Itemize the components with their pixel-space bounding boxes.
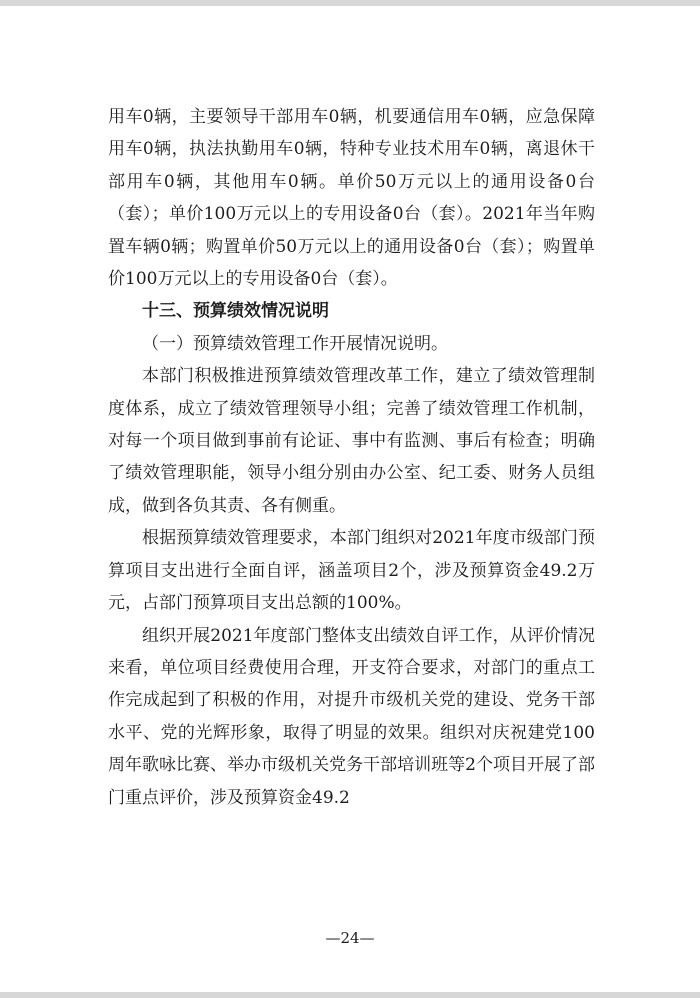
paragraph-management-system: 本部门积极推进预算绩效管理改革工作，建立了绩效管理制度体系，成立了绩效管理领导小组；完善了绩效管理工作机制，对每一个项目做到事前有论证、事中有监测、事后有检查；明确了绩效管理职能，领导小组分别由办公室、纪工委、财务人员组成，做到各负其责、各有侧重。 bbox=[108, 366, 595, 516]
page-number: —24— bbox=[325, 929, 375, 947]
document-page bbox=[0, 6, 700, 992]
subsection-heading-management: （一）预算绩效管理工作开展情况说明。 bbox=[142, 333, 448, 354]
page-body bbox=[108, 101, 595, 814]
paragraph-vehicle-equipment: 用车0辆，主要领导干部用车0辆，机要通信用车0辆，应急保障用车0辆，执法执勤用车0辆，特种专业技术用车0辆，离退休干部用车0辆，其他用车0辆。单价50万元以上的通用设备0台（套）；单价100万元以上的专用设备0台（套）。2021年当年购置车辆0辆；购置单价50万元以上的通用设备0台（套）；购置单价100万元以上的专用设备0台（套）。 bbox=[108, 107, 595, 290]
paragraph-overall-evaluation: 组织开展2021年度部门整体支出绩效自评工作，从评价情况来看，单位项目经费使用合理，开支符合要求，对部门的重点工作完成起到了积极的作用，对提升市级机关党的建设、党务干部水平、党的光辉形象，取得了明显的效果。组织对庆祝建党100周年歌咏比赛、举办市级机关党务干部培训班等2个项目开展了部门重点评价，涉及预算资金49.2 bbox=[108, 625, 595, 808]
section-heading-performance: 十三、预算绩效情况说明 bbox=[142, 301, 329, 322]
paragraph-self-evaluation: 根据预算绩效管理要求，本部门组织对2021年度市级部门预算项目支出进行全面自评，涵盖项目2个，涉及预算资金49.2万元，占部门预算项目支出总额的100%。 bbox=[108, 528, 595, 614]
